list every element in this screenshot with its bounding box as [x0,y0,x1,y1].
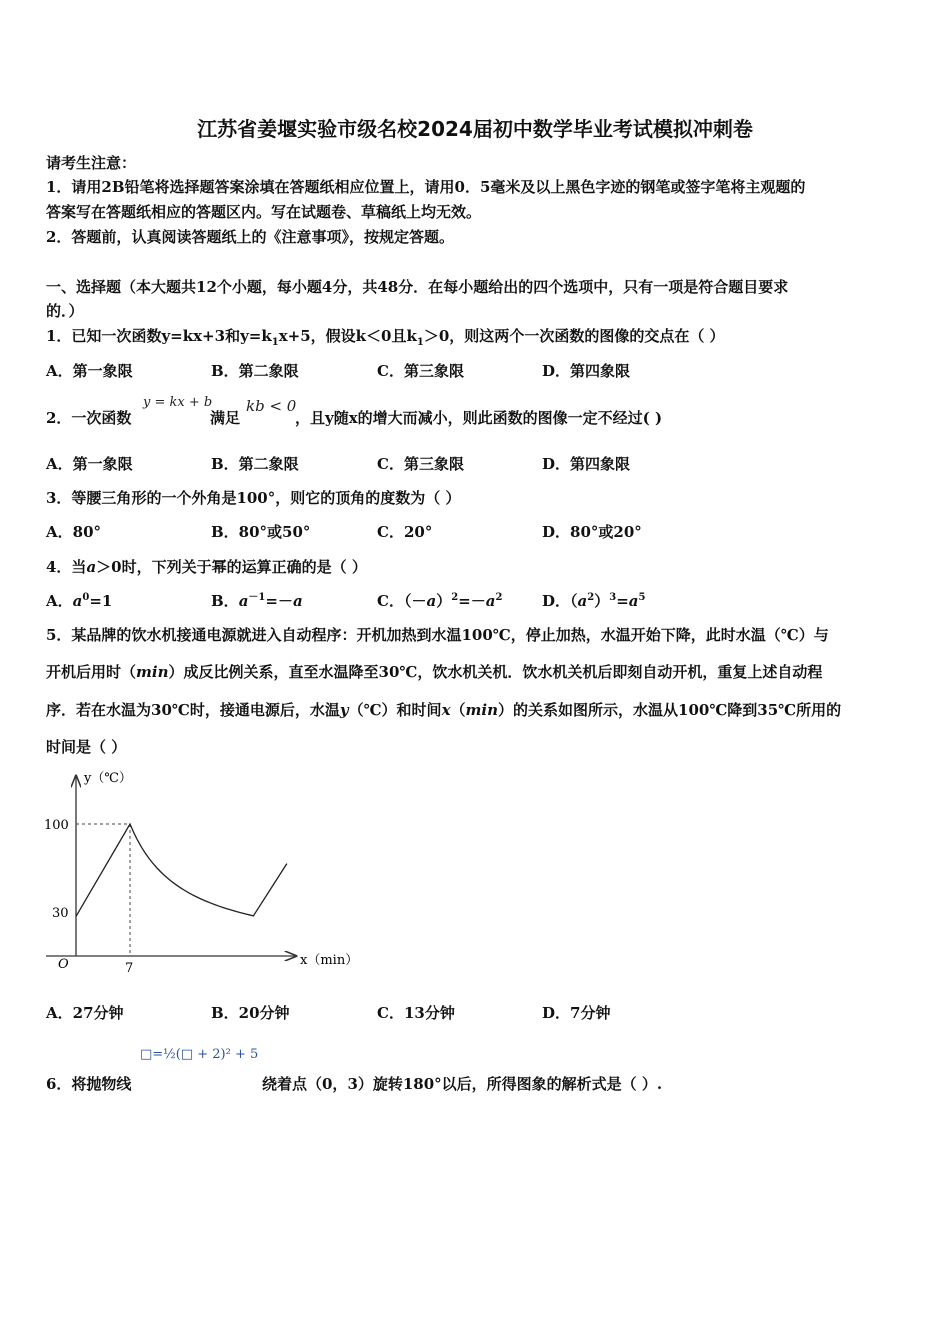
notice-heading: 请考生注意： [46,154,137,172]
question-5-line-2: 开机后用时（min）成反比例关系，直至水温降至30℃，饮水机关机．饮水机关机后即刻自动开机，重复上述自动程 [46,663,823,681]
q1-option-c: C．第三象限 [377,362,464,380]
q3-option-b: B．80°或50° [211,523,311,541]
q5-option-d: D．7分钟 [542,1004,611,1022]
q1-option-d: D．第四象限 [542,362,631,380]
q6-stem-b: 绕着点（0，3）旋转180°以后，所得图象的解析式是（ ）. [262,1075,663,1093]
q3-option-c: C．20° [377,523,433,541]
q4-option-a: A．$a^0=1$ [46,592,113,610]
q1-option-b: B．第二象限 [211,362,299,380]
q2-formula-kb: kb < 0 [246,397,297,415]
q2-stem-c: ，且y随x的增大而减小，则此函数的图像一定不经过( ) [295,409,663,427]
question-3-stem: 3．等腰三角形的一个外角是100°，则它的顶角的度数为（ ） [46,489,461,507]
q2-stem-b: 满足 [210,409,241,427]
q2-formula-linear: y = kx + b [143,395,213,410]
q6-stem-a: 6．将抛物线 [46,1075,132,1093]
q2-stem-a: 2．一次函数 [46,409,132,427]
q2-option-b: B．第二象限 [211,455,299,473]
temperature-curve [76,824,287,916]
page-title: 江苏省姜堰实验市级名校2024届初中数学毕业考试模拟冲刺卷 [197,117,753,141]
question-4-stem: 4．当a＞0时，下列关于幂的运算正确的是（ ） [46,558,367,576]
x-axis-label: x（min） [300,953,359,968]
notice-line-2: 2．答题前，认真阅读答题纸上的《注意事项》，按规定答题。 [46,228,454,246]
y-tick-100: 100 [44,818,69,833]
q5-option-c: C．13分钟 [377,1004,455,1022]
q5-option-a: A．27分钟 [46,1004,124,1022]
temperature-time-graph [44,768,364,988]
question-5-line-1: 5．某品牌的饮水机接通电源就进入自动程序：开机加热到水温100℃，停止加热，水温开始下降，此时水温（℃）与 [46,626,829,644]
q4-option-c: C．$(-a)^2=-a^2$ [377,592,503,610]
q5-option-b: B．20分钟 [211,1004,290,1022]
y-tick-30: 30 [52,906,69,921]
q4-option-b: B．$a^{-1}=-a$ [211,592,303,610]
question-1-stem: 1．已知一次函数y=kx+3和$y=k_1x+5$，假设k＜0且$k_1>0$，则这两个一次函数的图像的交点在（ ） [46,327,725,348]
q1-option-a: A．第一象限 [46,362,133,380]
q6-formula: □=½(□ + 2)² + 5 [140,1047,259,1062]
notice-line-1b: 答案写在答题纸相应的答题区内。写在试题卷、草稿纸上均无效。 [46,203,482,221]
q2-option-c: C．第三象限 [377,455,464,473]
section1-intro-a: 一、选择题（本大题共12个小题，每小题4分，共48分．在每小题给出的四个选项中，只有一项是符合题目要求 [46,278,789,296]
notice-line-1a: 1．请用2B铅笔将选择题答案涂填在答题纸相应位置上，请用0．5毫米及以上黑色字迹的钢笔或签字笔将主观题的 [46,178,806,196]
q2-option-a: A．第一象限 [46,455,133,473]
q4-option-d: D．$(a^2)^3=a^5$ [542,592,646,610]
question-5-line-4: 时间是（ ） [46,738,127,756]
q2-option-d: D．第四象限 [542,455,631,473]
origin-label: O [58,957,69,972]
question-5-line-3: 序．若在水温为30℃时，接通电源后，水温y（℃）和时间x（min）的关系如图所示，水温从100℃降到35℃所用的 [46,701,842,719]
section1-intro-b: 的．） [46,302,84,320]
x-tick-7: 7 [125,961,134,976]
y-axis-label: y（℃） [84,771,132,786]
q3-option-d: D．80°或20° [542,523,642,541]
q3-option-a: A．80° [46,523,102,541]
